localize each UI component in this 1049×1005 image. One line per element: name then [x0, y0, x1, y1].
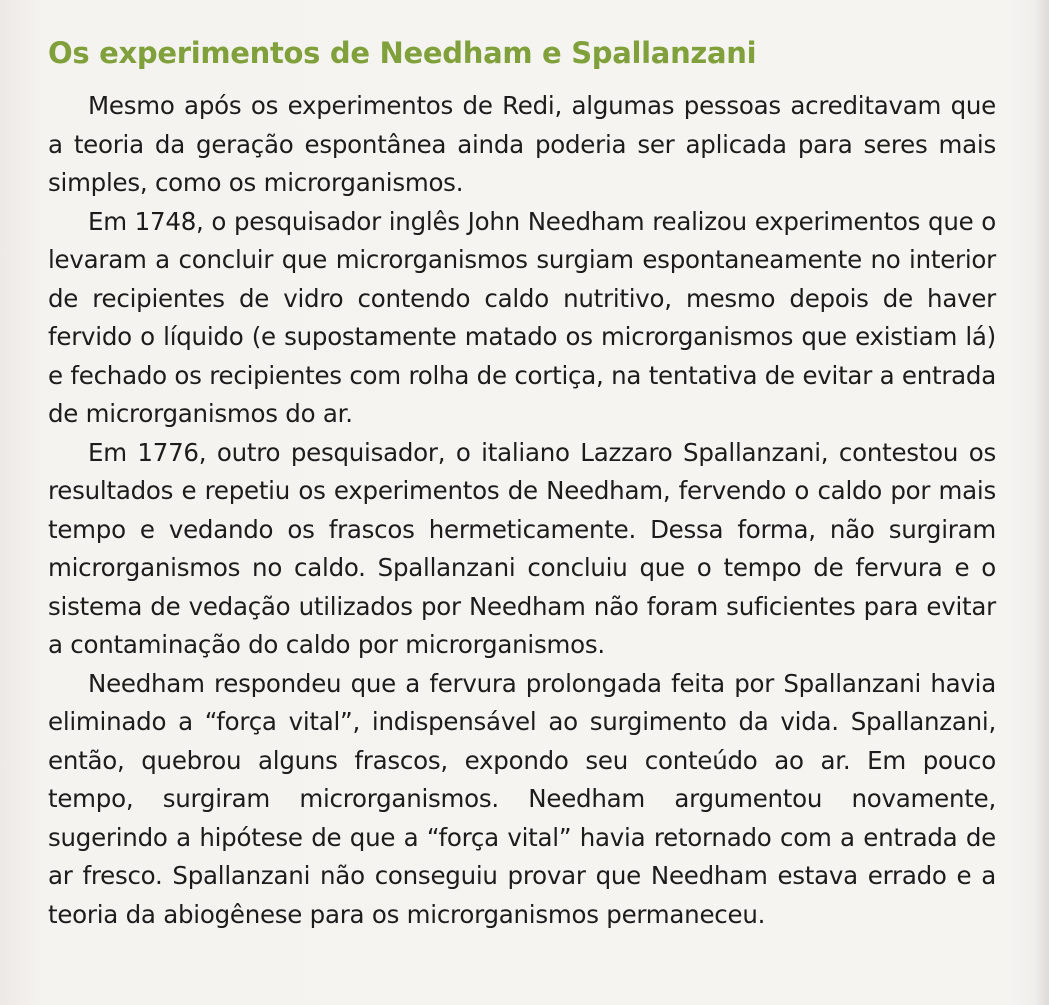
paragraph-needham: Em 1748, o pesquisador inglês John Needham realizou experimentos que o levaram a concluir que microrganismos surgiam espontaneamente no interior de recipientes de vidro contendo caldo nutritivo, mesmo depois de haver fervido o líquido (e supostamente matado os microrganismos que existiam lá) e fechado os recipientes com rolha de cortiça, na tentativa de evitar a entrada de microrganismos do ar.	[48, 206, 996, 428]
paragraph-forca-vital: Needham respondeu que a fervura prolongada feita por Spallanzani havia eliminado a “força vital”, indispensável ao surgimento da vida. Spallanzani, então, quebrou alguns frascos, expondo seu conteúdo ao ar. Em pouco tempo, surgiram microrganismos. Needham argumentou novamente, sugerindo a hipótese de que a “força vital” havia retornado com a entrada de ar fresco. Spallanzani não conseguiu provar que Needham estava errado e a teoria da abiogênese para os microrganismos permaneceu.	[48, 668, 996, 929]
page-edge-shadow	[1035, 0, 1049, 1005]
paragraph-spallanzani: Em 1776, outro pesquisador, o italiano Lazzaro Spallanzani, contestou os resultados e repetiu os experimentos de Needham, fervendo o caldo por mais tempo e vedando os frascos hermeticamente. Dessa forma, não surgiram microrganismos no caldo. Spallanzani concluiu que o tempo de fervura e o sistema de vedação utilizados por Needham não foram suficientes para evitar a contaminação do caldo por microrganismos.	[48, 437, 996, 659]
body-text	[48, 87, 996, 934]
paragraph-redi: Mesmo após os experimentos de Redi, algumas pessoas acreditavam que a teoria da geração espontânea ainda poderia ser aplicada para seres mais simples, como os microrganismos.	[48, 91, 996, 197]
section-heading: Os experimentos de Needham e Spallanzani	[48, 36, 757, 70]
